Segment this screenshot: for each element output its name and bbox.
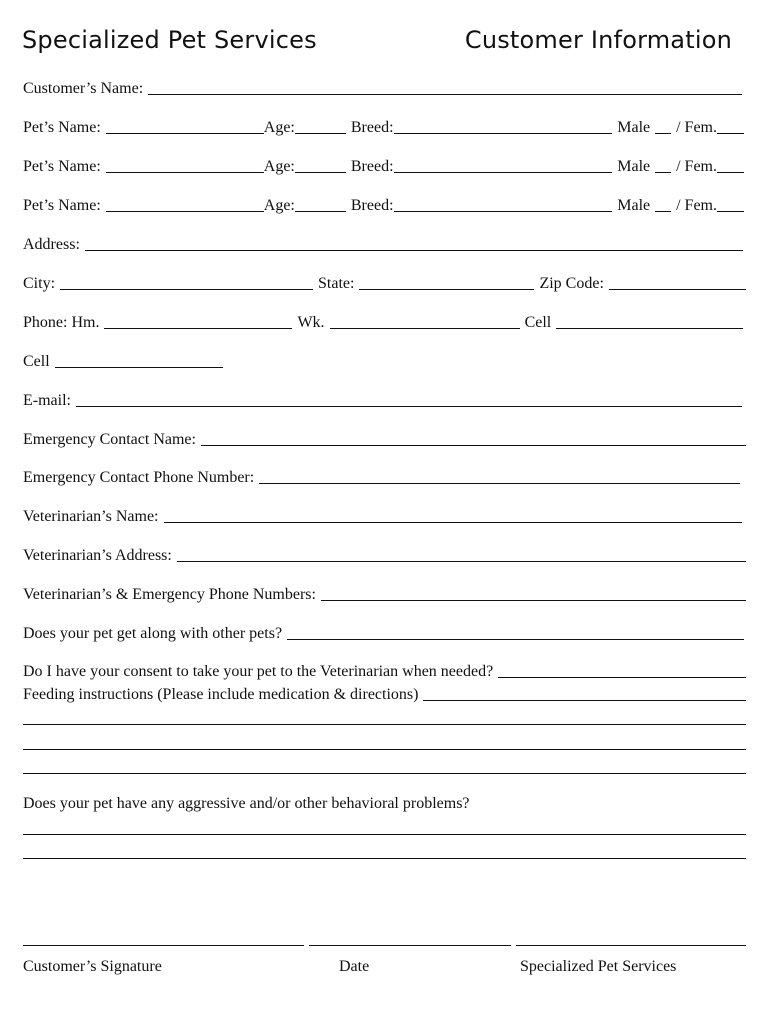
pet-breed-field[interactable] xyxy=(394,133,613,134)
behavior-line-row xyxy=(23,842,746,862)
pet-male-label: Male xyxy=(617,197,651,214)
vet-address-field[interactable] xyxy=(177,561,746,562)
email-row xyxy=(23,390,742,410)
feeding-row xyxy=(23,684,746,704)
customer-name-label: Customer’s Name: xyxy=(23,80,144,97)
pet-name-label: Pet’s Name: xyxy=(23,158,101,175)
customer-signature-label: Customer’s Signature xyxy=(23,958,162,975)
gets-along-row xyxy=(23,623,744,643)
feeding-field[interactable] xyxy=(423,700,746,701)
emergency-phone-row xyxy=(23,467,740,487)
feeding-line-row xyxy=(23,733,746,753)
customer-signature-field[interactable] xyxy=(23,945,304,946)
pet-name-field[interactable] xyxy=(106,133,264,134)
company-signature-field[interactable] xyxy=(516,945,746,946)
pet-row-2 xyxy=(23,156,744,176)
phone-work-label: Wk. xyxy=(297,314,325,331)
pet-row-3 xyxy=(23,195,744,215)
state-field[interactable] xyxy=(359,289,534,290)
emergency-phone-label: Emergency Contact Phone Number: xyxy=(23,469,255,486)
customer-name-row xyxy=(23,78,742,98)
pet-name-label: Pet’s Name: xyxy=(23,119,101,136)
cell-label: Cell xyxy=(23,353,50,370)
pet-female-field[interactable] xyxy=(717,172,744,173)
date-label: Date xyxy=(339,958,370,975)
company-title: Specialized Pet Services xyxy=(22,26,317,54)
emergency-name-field[interactable] xyxy=(201,445,746,446)
emergency-name-row xyxy=(23,429,746,449)
behavior-line[interactable] xyxy=(23,858,746,859)
phone-home-label: Phone: Hm. xyxy=(23,314,100,331)
zip-label: Zip Code: xyxy=(539,275,604,292)
phone-cell-label: Cell xyxy=(524,314,552,331)
email-label: E-mail: xyxy=(23,392,71,409)
pet-age-label: Age: xyxy=(263,119,295,136)
feeding-line[interactable] xyxy=(23,724,746,725)
city-state-zip-row xyxy=(23,273,746,293)
emergency-name-label: Emergency Contact Name: xyxy=(23,431,196,448)
pet-breed-label: Breed: xyxy=(350,119,394,136)
pet-breed-field[interactable] xyxy=(394,211,613,212)
consent-field[interactable] xyxy=(498,677,746,678)
behavior-line-row xyxy=(23,818,746,838)
address-field[interactable] xyxy=(85,250,743,251)
pet-male-field[interactable] xyxy=(655,133,671,134)
pet-female-label: / Fem. xyxy=(676,158,717,175)
pet-age-field[interactable] xyxy=(295,133,346,134)
pet-name-field[interactable] xyxy=(106,211,264,212)
email-field[interactable] xyxy=(76,406,742,407)
customer-name-field[interactable] xyxy=(148,94,742,95)
vet-name-row xyxy=(23,506,742,526)
pet-row-1 xyxy=(23,117,744,137)
pet-female-field[interactable] xyxy=(717,211,744,212)
pet-age-label: Age: xyxy=(263,197,295,214)
pet-breed-label: Breed: xyxy=(350,197,394,214)
address-label: Address: xyxy=(23,236,80,253)
company-signature-label: Specialized Pet Services xyxy=(520,958,677,975)
address-row xyxy=(23,234,743,254)
consent-row xyxy=(23,661,746,681)
vet-name-label: Veterinarian’s Name: xyxy=(23,508,159,525)
pet-female-label: / Fem. xyxy=(676,119,717,136)
emergency-phone-field[interactable] xyxy=(259,483,740,484)
pet-male-field[interactable] xyxy=(655,172,671,173)
city-field[interactable] xyxy=(60,289,313,290)
city-label: City: xyxy=(23,275,56,292)
behavior-label: Does your pet have any aggressive and/or other behavioral problems? xyxy=(23,795,470,812)
pet-breed-label: Breed: xyxy=(350,158,394,175)
zip-field[interactable] xyxy=(609,289,746,290)
pet-male-label: Male xyxy=(617,158,651,175)
vet-phones-row xyxy=(23,584,746,604)
feeding-label: Feeding instructions (Please include medication & directions) xyxy=(23,686,419,703)
feeding-line[interactable] xyxy=(23,749,746,750)
feeding-line[interactable] xyxy=(23,773,746,774)
phone-cell-field[interactable] xyxy=(556,328,743,329)
vet-phones-field[interactable] xyxy=(321,600,746,601)
pet-female-label: / Fem. xyxy=(676,197,717,214)
phone-row xyxy=(23,312,743,332)
pet-age-field[interactable] xyxy=(295,211,346,212)
pet-name-field[interactable] xyxy=(106,172,264,173)
cell-field[interactable] xyxy=(55,367,223,368)
pet-age-field[interactable] xyxy=(295,172,346,173)
behavior-line[interactable] xyxy=(23,834,746,835)
gets-along-label: Does your pet get along with other pets? xyxy=(23,625,283,642)
pet-male-field[interactable] xyxy=(655,211,671,212)
phone-work-field[interactable] xyxy=(330,328,520,329)
pet-female-field[interactable] xyxy=(717,133,744,134)
feeding-line-row xyxy=(23,757,746,777)
pet-age-label: Age: xyxy=(263,158,295,175)
behavior-row xyxy=(23,793,746,813)
vet-phones-label: Veterinarian’s & Emergency Phone Numbers: xyxy=(23,586,316,603)
pet-name-label: Pet’s Name: xyxy=(23,197,101,214)
gets-along-field[interactable] xyxy=(287,639,744,640)
cell-row xyxy=(23,351,746,371)
vet-name-field[interactable] xyxy=(164,522,743,523)
pet-breed-field[interactable] xyxy=(394,172,613,173)
date-field[interactable] xyxy=(309,945,511,946)
vet-address-label: Veterinarian’s Address: xyxy=(23,547,172,564)
signature-lines-row xyxy=(23,929,746,949)
consent-label: Do I have your consent to take your pet to the Veterinarian when needed? xyxy=(23,663,494,680)
phone-home-field[interactable] xyxy=(104,328,292,329)
vet-address-row xyxy=(23,545,746,565)
feeding-line-row xyxy=(23,708,746,728)
page-title: Customer Information xyxy=(464,26,732,54)
pet-male-label: Male xyxy=(617,119,651,136)
state-label: State: xyxy=(318,275,355,292)
